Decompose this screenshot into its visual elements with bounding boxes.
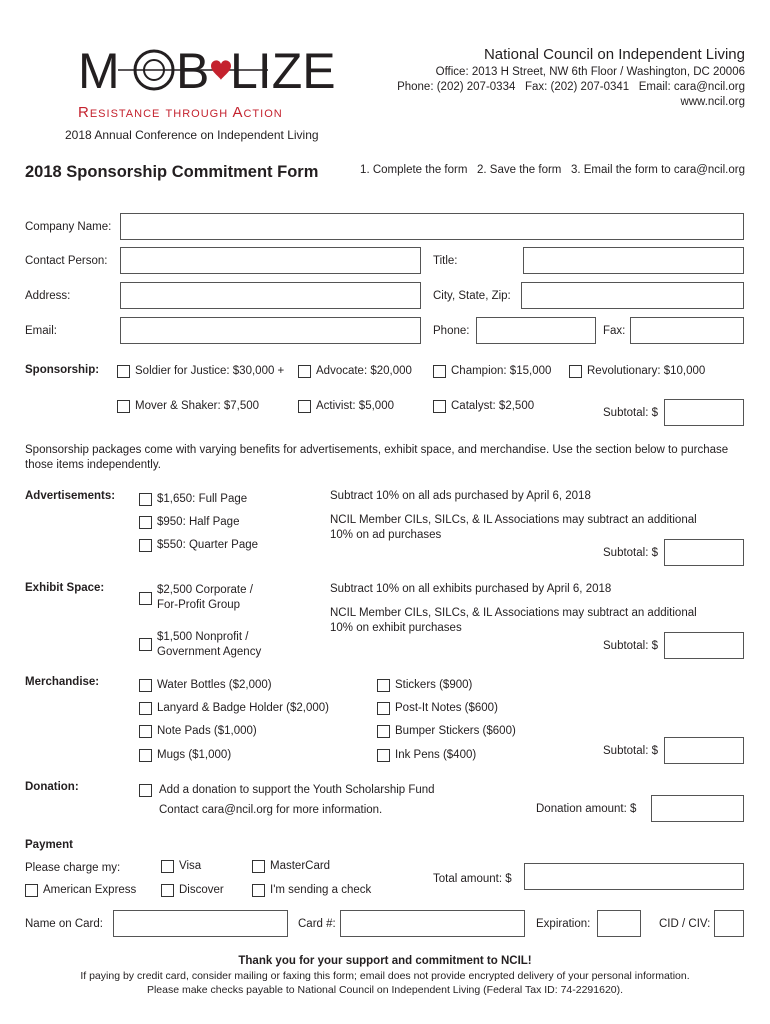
name-on-card-label: Name on Card: [25,918,103,930]
org-name: National Council on Independent Living [483,46,745,63]
email-label: Email: [25,325,57,337]
expiration-input[interactable] [597,910,641,937]
exhibit-option: $1,500 Nonprofit / Government Agency [157,631,262,658]
sponsorship-subtotal-input[interactable] [664,399,744,426]
merch-checkbox[interactable] [377,679,390,692]
cid-label: CID / CIV: [659,918,711,930]
card-number-input[interactable] [340,910,525,937]
fax-label: Fax: [603,325,626,337]
discover-label: Discover [179,884,224,896]
ads-label: Advertisements: [25,490,116,502]
sponsorship-option: Advocate: $20,000 [316,365,412,377]
merch-option: Lanyard & Badge Holder ($2,000) [157,702,329,714]
sponsorship-option: Catalyst: $2,500 [451,400,535,412]
org-web: www.ncil.org [680,96,745,108]
sponsorship-option: Champion: $15,000 [451,365,552,377]
merch-checkbox[interactable] [139,679,152,692]
packages-intro: Sponsorship packages come with varying benefits for advertisements, exhibit space, and merchandise. Use the section below to purchase those items independently. [25,444,729,471]
ads-member-note: NCIL Member CILs, SILCs, & IL Associations may subtract an additional 10% on ad purchases [330,514,697,541]
name-on-card-input[interactable] [113,910,288,937]
title-input[interactable] [523,247,744,274]
merch-option: Stickers ($900) [395,679,473,691]
thank-you-note: Thank you for your support and commitment to NCIL! [238,955,532,967]
sponsorship-checkbox[interactable] [298,400,311,413]
sponsorship-checkbox[interactable] [569,365,582,378]
contact-person-label: Contact Person: [25,255,108,267]
exhibit-discount-note: Subtract 10% on all exhibits purchased by April 6, 2018 [330,583,612,595]
fax-input[interactable] [630,317,744,344]
exhibit-checkbox[interactable] [139,638,152,651]
expiration-label: Expiration: [536,918,591,930]
amex-label: American Express [43,884,137,896]
merch-checkbox[interactable] [139,702,152,715]
donation-checkbox[interactable] [139,784,152,797]
card-number-label: Card #: [298,918,336,930]
sponsorship-option: Revolutionary: $10,000 [587,365,706,377]
ads-option: $1,650: Full Page [157,493,248,505]
ads-discount-note: Subtract 10% on all ads purchased by April 6, 2018 [330,490,591,502]
check-checkbox[interactable] [252,884,265,897]
org-office: Office: 2013 H Street, NW 6th Floor / Washington, DC 20006 [435,66,745,78]
company-input[interactable] [120,213,744,240]
svg-text:LIZE: LIZE [230,43,336,99]
visa-checkbox[interactable] [161,860,174,873]
merch-subtotal-label: Subtotal: $ [603,745,658,757]
discover-checkbox[interactable] [161,884,174,897]
ads-checkbox[interactable] [139,516,152,529]
city-label: City, State, Zip: [433,290,511,302]
merch-checkbox[interactable] [139,749,152,762]
merch-option: Water Bottles ($2,000) [157,679,272,691]
merch-label: Merchandise: [25,676,100,688]
sponsorship-checkbox[interactable] [117,365,130,378]
payment-heading: Payment [25,839,73,851]
ads-checkbox[interactable] [139,539,152,552]
logo [78,40,336,121]
ads-checkbox[interactable] [139,493,152,506]
donation-contact: Contact cara@ncil.org for more information. [159,804,383,816]
logo-tagline: Resistance through Action [78,104,283,121]
phone-label: Phone: [433,325,470,337]
merch-option: Note Pads ($1,000) [157,725,257,737]
sponsorship-option: Activist: $5,000 [316,400,394,412]
org-header [397,45,745,110]
exhibit-subtotal-label: Subtotal: $ [603,640,658,652]
merch-checkbox[interactable] [377,725,390,738]
company-label: Company Name: [25,221,112,233]
mastercard-label: MasterCard [270,860,331,872]
check-notice: Please make checks payable to National Council on Independent Living (Federal Tax ID: 74-2291620). [146,984,624,996]
exhibit-checkbox[interactable] [139,592,152,605]
check-label: I'm sending a check [270,884,372,896]
amex-checkbox[interactable] [25,884,38,897]
merch-checkbox[interactable] [139,725,152,738]
donation-amount-label: Donation amount: $ [536,803,637,815]
address-input[interactable] [120,282,421,309]
merch-option: Post-It Notes ($600) [395,702,498,714]
merch-option: Bumper Stickers ($600) [395,725,516,737]
sponsorship-checkbox[interactable] [433,400,446,413]
cid-input[interactable] [714,910,744,937]
ads-subtotal-label: Subtotal: $ [603,547,658,559]
merch-subtotal-input[interactable] [664,737,744,764]
ads-option: $950: Half Page [157,516,240,528]
donation-label: Donation: [25,781,79,793]
payment-notice: If paying by credit card, consider mailing or faxing this form; email does not provide encrypted delivery of your personal information. [80,970,690,982]
exhibit-label: Exhibit Space: [25,582,105,594]
exhibit-member-note: NCIL Member CILs, SILCs, & IL Associations may subtract an additional 10% on exhibit purchases [330,607,697,634]
form-title: 2018 Sponsorship Commitment Form [25,163,319,181]
title-label: Title: [433,255,458,267]
total-amount-label: Total amount: $ [433,873,512,885]
sponsorship-checkbox[interactable] [117,400,130,413]
ads-subtotal-input[interactable] [664,539,744,566]
contact-person-input[interactable] [120,247,421,274]
exhibit-option: $2,500 Corporate / For-Profit Group [157,584,253,611]
donation-amount-input[interactable] [651,795,744,822]
svg-text:M: M [78,43,121,99]
merch-checkbox[interactable] [377,749,390,762]
city-input[interactable] [521,282,744,309]
ads-option: $550: Quarter Page [157,539,259,551]
org-contact: Phone: (202) 207-0334 Fax: (202) 207-0341 Email: cara@ncil.org [397,81,745,93]
sponsorship-option: Mover & Shaker: $7,500 [135,400,260,412]
sponsorship-checkbox[interactable] [433,365,446,378]
sponsorship-subtotal-label: Subtotal: $ [603,407,658,419]
visa-label: Visa [179,860,202,872]
sponsorship-label: Sponsorship: [25,364,100,376]
total-amount-input[interactable] [524,863,744,890]
merch-checkbox[interactable] [377,702,390,715]
email-input[interactable] [120,317,421,344]
sponsorship-checkbox[interactable] [298,365,311,378]
svg-text:B: B [176,43,210,99]
mastercard-checkbox[interactable] [252,860,265,873]
merch-option: Ink Pens ($400) [395,749,477,761]
exhibit-subtotal-input[interactable] [664,632,744,659]
form-steps: 1. Complete the form 2. Save the form 3. Email the form to cara@ncil.org [360,164,745,176]
merch-option: Mugs ($1,000) [157,749,232,761]
payment-charge-label: Please charge my: [25,862,121,874]
address-label: Address: [25,290,71,302]
phone-input[interactable] [476,317,596,344]
logo-graphic [78,40,336,99]
sponsorship-option: Soldier for Justice: $30,000 + [135,365,285,377]
conference-title: 2018 Annual Conference on Independent Living [65,128,319,142]
donation-option: Add a donation to support the Youth Scholarship Fund [159,784,435,796]
